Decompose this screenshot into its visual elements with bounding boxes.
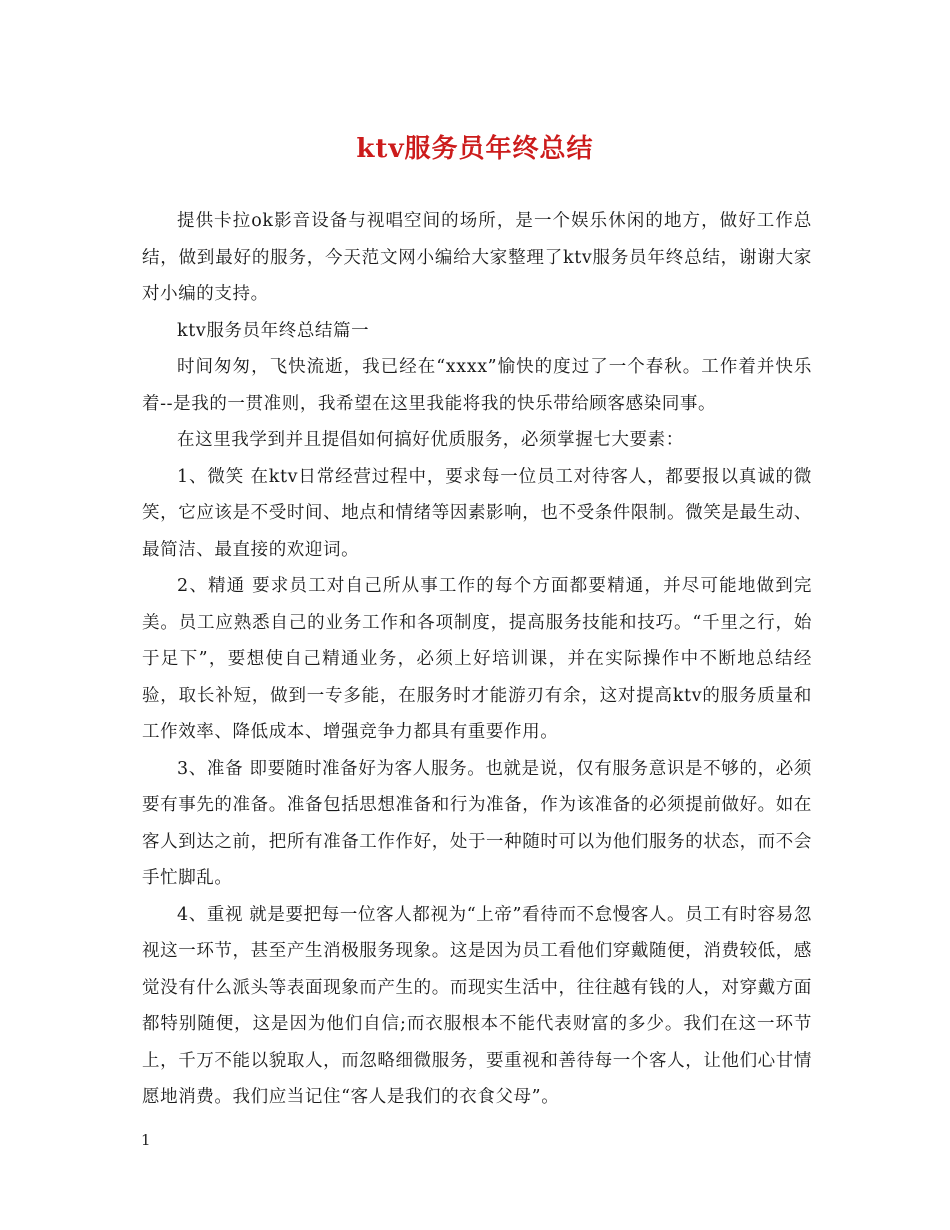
list-item-proficiency: 2、精通 要求员工对自己所从事工作的每个方面都要精通，并尽可能地做到完美。员工应熟悉自己的业务工作和各项制度，提高服务技能和技巧。“千里之行，始于足下”，要想使自己精通业务，必须上好培训课，并在实际操作中不断地总结经验，取长补短，做到一专多能，在服务时才能游刃有余，这对提高ktv的服务质量和工作效率、降低成本、增强竞争力都具有重要作用。 — [142, 576, 812, 742]
section-heading: ktv服务员年终总结篇一 — [177, 320, 370, 341]
body-paragraph: 时间匆匆，飞快流逝，我已经在“xxxx”愉快的度过了一个春秋。工作着并快乐着--是我的一贯准则，我希望在这里我能将我的快乐带给顾客感染同事。 — [142, 357, 812, 414]
list-item-smile: 1、微笑 在ktv日常经营过程中，要求每一位员工对待客人，都要报以真诚的微笑，它应该是不受时间、地点和情绪等因素影响，也不受条件限制。微笑是最生动、最简洁、最直接的欢迎词。 — [142, 466, 812, 560]
page-number: 1 — [141, 1131, 151, 1149]
document-title: ktv服务员年终总结 — [356, 134, 594, 164]
document-body — [142, 203, 812, 1116]
body-paragraph: 在这里我学到并且提倡如何搞好优质服务，必须掌握七大要素： — [177, 430, 684, 450]
list-item-preparation: 3、准备 即要随时准备好为客人服务。也就是说，仅有服务意识是不够的，必须要有事先的准备。准备包括思想准备和行为准备，作为该准备的必须提前做好。如在客人到达之前，把所有准备工作作好，处于一种随时可以为他们服务的状态，而不会手忙脚乱。 — [142, 758, 812, 888]
list-item-attention: 4、重视 就是要把每一位客人都视为“上帝”看待而不怠慢客人。员工有时容易忽视这一环节，甚至产生消极服务现象。这是因为员工看他们穿戴随便，消费较低，感觉没有什么派头等表面现象而产生的。而现实生活中，往往越有钱的人，对穿戴方面都特别随便，这是因为他们自信;而衣服根本不能代表财富的多少。我们在这一环节上，千万不能以貌取人，而忽略细微服务，要重视和善待每一个客人，让他们心甘情愿地消费。我们应当记住“客人是我们的衣食父母”。 — [142, 904, 812, 1107]
intro-paragraph: 提供卡拉ok影音设备与视唱空间的场所，是一个娱乐休闲的地方，做好工作总结，做到最好的服务，今天范文网小编给大家整理了ktv服务员年终总结，谢谢大家对小编的支持。 — [142, 211, 812, 304]
